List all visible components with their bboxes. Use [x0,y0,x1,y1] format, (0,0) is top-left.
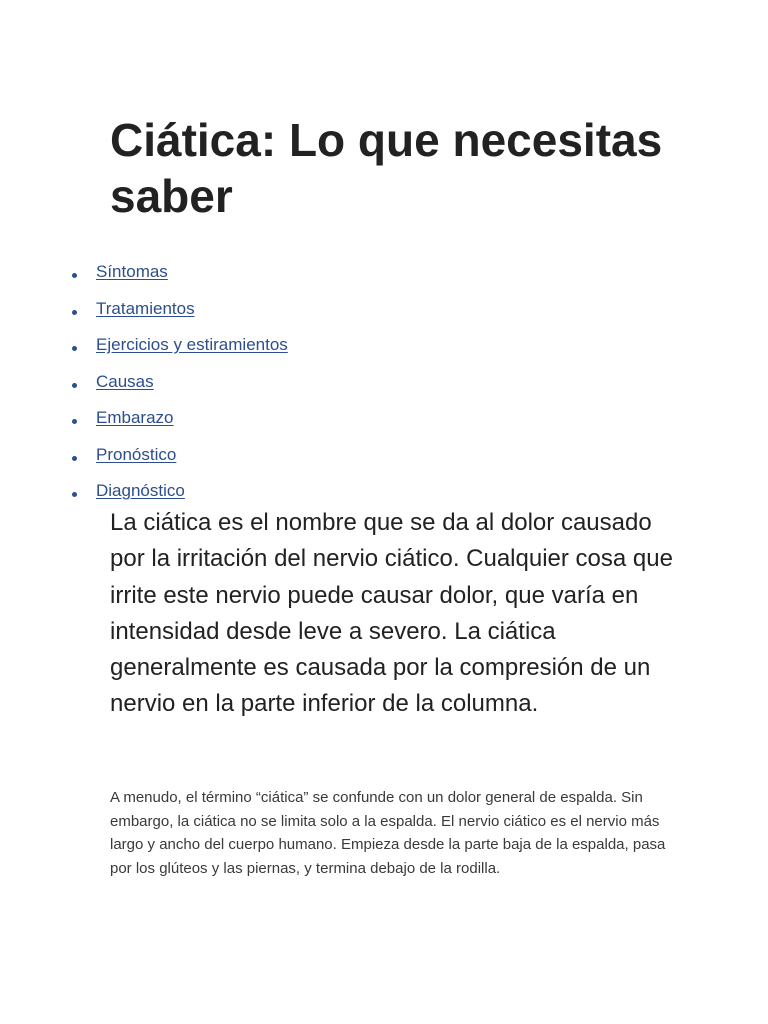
bullet-icon [72,419,77,424]
bullet-icon [72,346,77,351]
toc-item-causas [0,367,400,404]
toc-link-causas[interactable]: Causas [96,371,154,391]
toc-link-embarazo[interactable]: Embarazo [96,408,174,427]
toc-link-ejercicios[interactable]: Ejercicios y estiramientos [96,335,288,354]
toc-item-tratamientos [0,294,400,331]
table-of-contents [0,257,400,513]
bullet-icon [72,383,77,388]
toc-link-sintomas[interactable]: Síntomas [96,262,168,281]
toc-link-pronostico[interactable]: Pronóstico [96,444,177,464]
toc-item-pronostico [0,440,400,477]
lead-paragraph: La ciática es el nombre que se da al dolor causado por la irritación del nervio ciático. Cualquier cosa que irrite este nervio puede causar dolor, que varía en intensidad desde leve a severo. La ciática generalmente es causada por la compresión de un nervio en la parte inferior de la columna. [110,509,673,718]
toc-item-embarazo [0,403,400,440]
bullet-icon [72,456,77,461]
toc-link-diagnostico[interactable]: Diagnóstico [96,481,185,500]
toc-item-sintomas [0,257,400,294]
bullet-icon [72,273,77,278]
page-title: Ciática: Lo que necesitas saber [110,114,663,222]
toc-item-ejercicios [0,330,400,367]
bullet-icon [72,310,77,315]
body-paragraph: A menudo, el término “ciática” se confunde con un dolor general de espalda. Sin embargo, la ciática no se limita solo a la espalda. El nervio ciático es el nervio más largo y ancho del cuerpo humano. Empieza desde la parte baja de la espalda, pasa por los glúteos y las piernas, y termina debajo de la rodilla. [110,789,666,877]
toc-link-tratamientos[interactable]: Tratamientos [96,298,195,318]
bullet-icon [72,492,77,497]
